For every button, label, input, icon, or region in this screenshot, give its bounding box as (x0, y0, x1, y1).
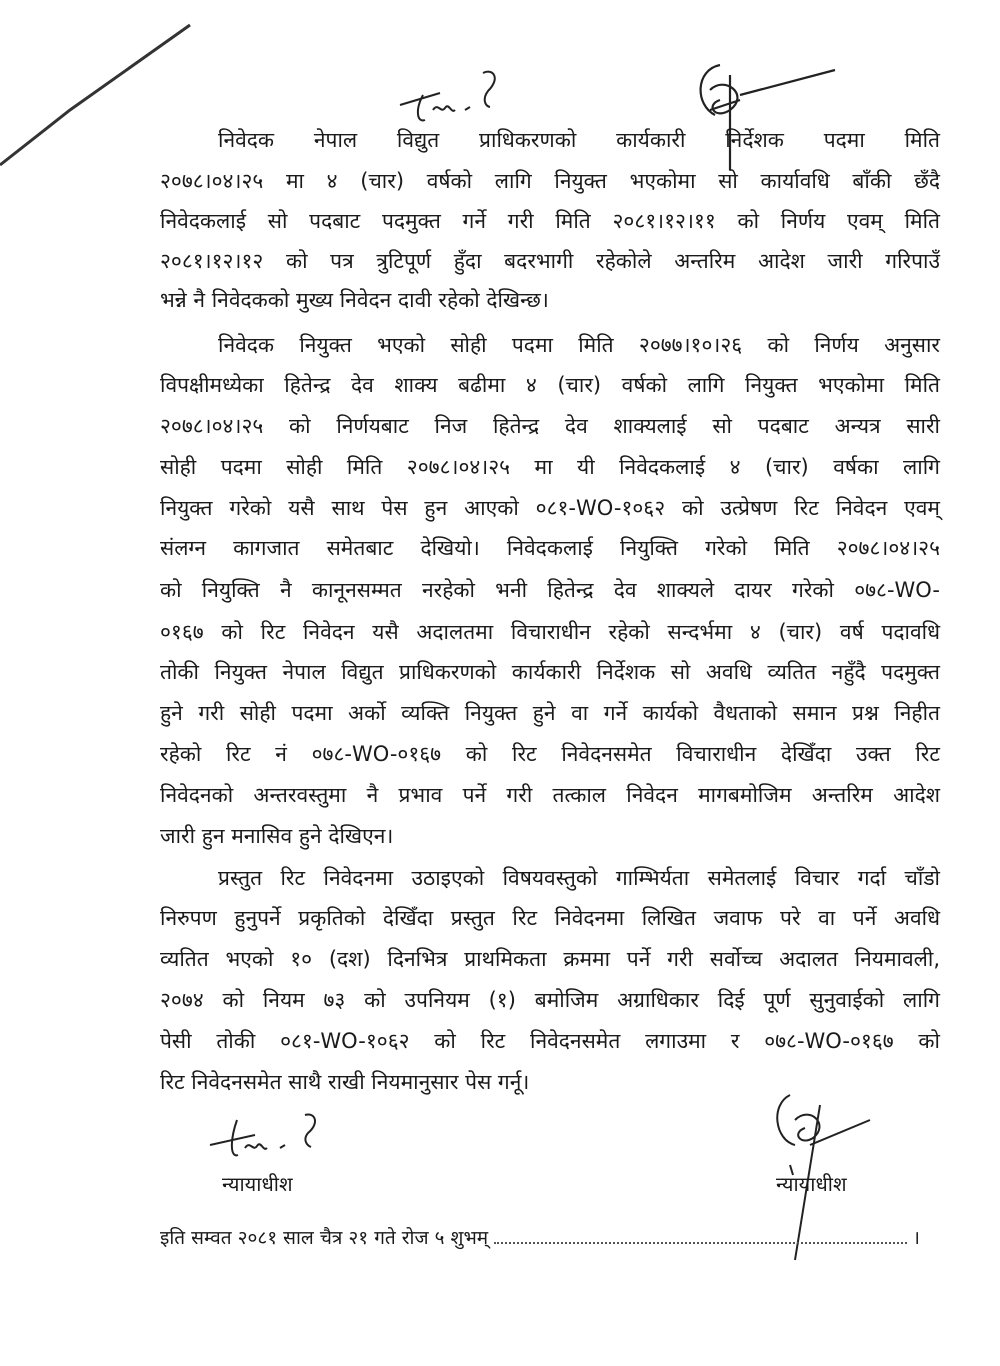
para3-line: निरुपण हुनुपर्ने प्रकृतिको देखिँदा प्रस्तुत रिट निवेदनमा लिखित जवाफ परे वा पर्ने अवधि (160, 906, 940, 930)
closing-end-mark: । (912, 1227, 920, 1249)
para3-line: रिट निवेदनसमेत साथै राखी नियमानुसार पेस गर्नू। (160, 1070, 530, 1094)
closing-line (160, 1224, 920, 1250)
para2-line: रहेको रिट नं ०७८-WO-०१६७ को रिट निवेदनसमेत विचाराधीन देखिँदा उक्त रिट (160, 742, 940, 766)
para2-line: जारी हुन मनासिव हुने देखिएन। (160, 824, 394, 848)
para3-line: प्रस्तुत रिट निवेदनमा उठाइएको विषयवस्तुको गाम्भिर्यता समेतलाई विचार गर्दा चाँडो (218, 866, 940, 890)
closing-text: इति सम्वत २०८१ साल चैत्र २१ गते रोज ५ शुभम् (160, 1227, 489, 1249)
para2-line: विपक्षीमध्येका हितेन्द्र देव शाक्य बढीमा ४ (चार) वर्षको लागि नियुक्त भएकोमा मिति (160, 373, 940, 397)
para1-line: भन्ने नै निवेदकको मुख्य निवेदन दावी रहेको देखिन्छ। (160, 288, 549, 312)
para2-line: निवेदनको अन्तरवस्तुमा नै प्रभाव पर्ने गरी तत्काल निवेदन मागबमोजिम अन्तरिम आदेश (160, 783, 940, 807)
para3-line: पेसी तोकी ०८१-WO-१०६२ को रिट निवेदनसमेत लगाउमा र ०७८-WO-०१६७ को (160, 1029, 940, 1053)
bottom-left-signature (205, 1110, 335, 1170)
para2-line: हुने गरी सोही पदमा अर्को व्यक्ति नियुक्त हुने वा गर्ने कार्यको वैधताको समान प्रश्न निहीत (160, 701, 940, 725)
para1-line: २०८१।१२।१२ को पत्र त्रुटिपूर्ण हुँदा बदरभागी रहेकोले अन्तरिम आदेश जारी गरिपाउँ (160, 249, 940, 273)
para2-line: नियुक्त गरेको यसै साथ पेस हुन आएको ०८१-WO-१०६२ को उत्प्रेषण रिट निवेदन एवम् (160, 496, 940, 520)
dotted-fill (494, 1228, 907, 1244)
para2-line: २०७८।०४।२५ को निर्णयबाट निज हितेन्द्र देव शाक्यलाई सो पदबाट अन्यत्र सारी (160, 414, 940, 438)
para1-line: निवेदक नेपाल विद्युत प्राधिकरणको कार्यकारी निर्देशक पदमा मिति (218, 128, 940, 152)
scan-edge-mark (0, 0, 200, 180)
para2-line: संलग्न कागजात समेतबाट देखियो। निवेदकलाई नियुक्ति गरेको मिति २०७८।०४।२५ (160, 536, 940, 560)
para1-line: २०७८।०४।२५ मा ४ (चार) वर्षको लागि नियुक्त भएकोमा सो कार्यावधि बाँकी छँदै (160, 169, 940, 193)
top-right-signature (670, 55, 850, 175)
para2-line: को नियुक्ति नै कानूनसम्मत नरहेको भनी हितेन्द्र देव शाक्यले दायर गरेको ०७८-WO- (160, 578, 940, 602)
para2-line: सोही पदमा सोही मिति २०७८।०४।२५ मा यी निवेदकलाई ४ (चार) वर्षका लागि (160, 455, 940, 479)
para3-line: २०७४ को नियम ७३ को उपनियम (१) बमोजिम अग्राधिकार दिई पूर्ण सुनुवाईको लागि (160, 988, 940, 1012)
para3-line: व्यतित भएको १० (दश) दिनभित्र प्राथमिकता क्रममा पर्ने गरी सर्वोच्च अदालत नियमावली, (160, 947, 940, 971)
left-judge-label: न्यायाधीश (222, 1172, 293, 1196)
para1-line: निवेदकलाई सो पदबाट पदमुक्त गर्ने गरी मिति २०८१।१२।११ को निर्णय एवम् मिति (160, 209, 940, 233)
para2-line: ०१६७ को रिट निवेदन यसै अदालतमा विचाराधीन रहेको सन्दर्भमा ४ (चार) वर्ष पदावधि (160, 620, 940, 644)
right-judge-label: न्यायाधीश (776, 1172, 847, 1196)
para2-line: निवेदक नियुक्त भएको सोही पदमा मिति २०७७।१०।२६ को निर्णय अनुसार (218, 333, 940, 357)
para2-line: तोकी नियुक्त नेपाल विद्युत प्राधिकरणको कार्यकारी निर्देशक सो अवधि व्यतित नहुँदै पदमुक्त (160, 660, 940, 684)
